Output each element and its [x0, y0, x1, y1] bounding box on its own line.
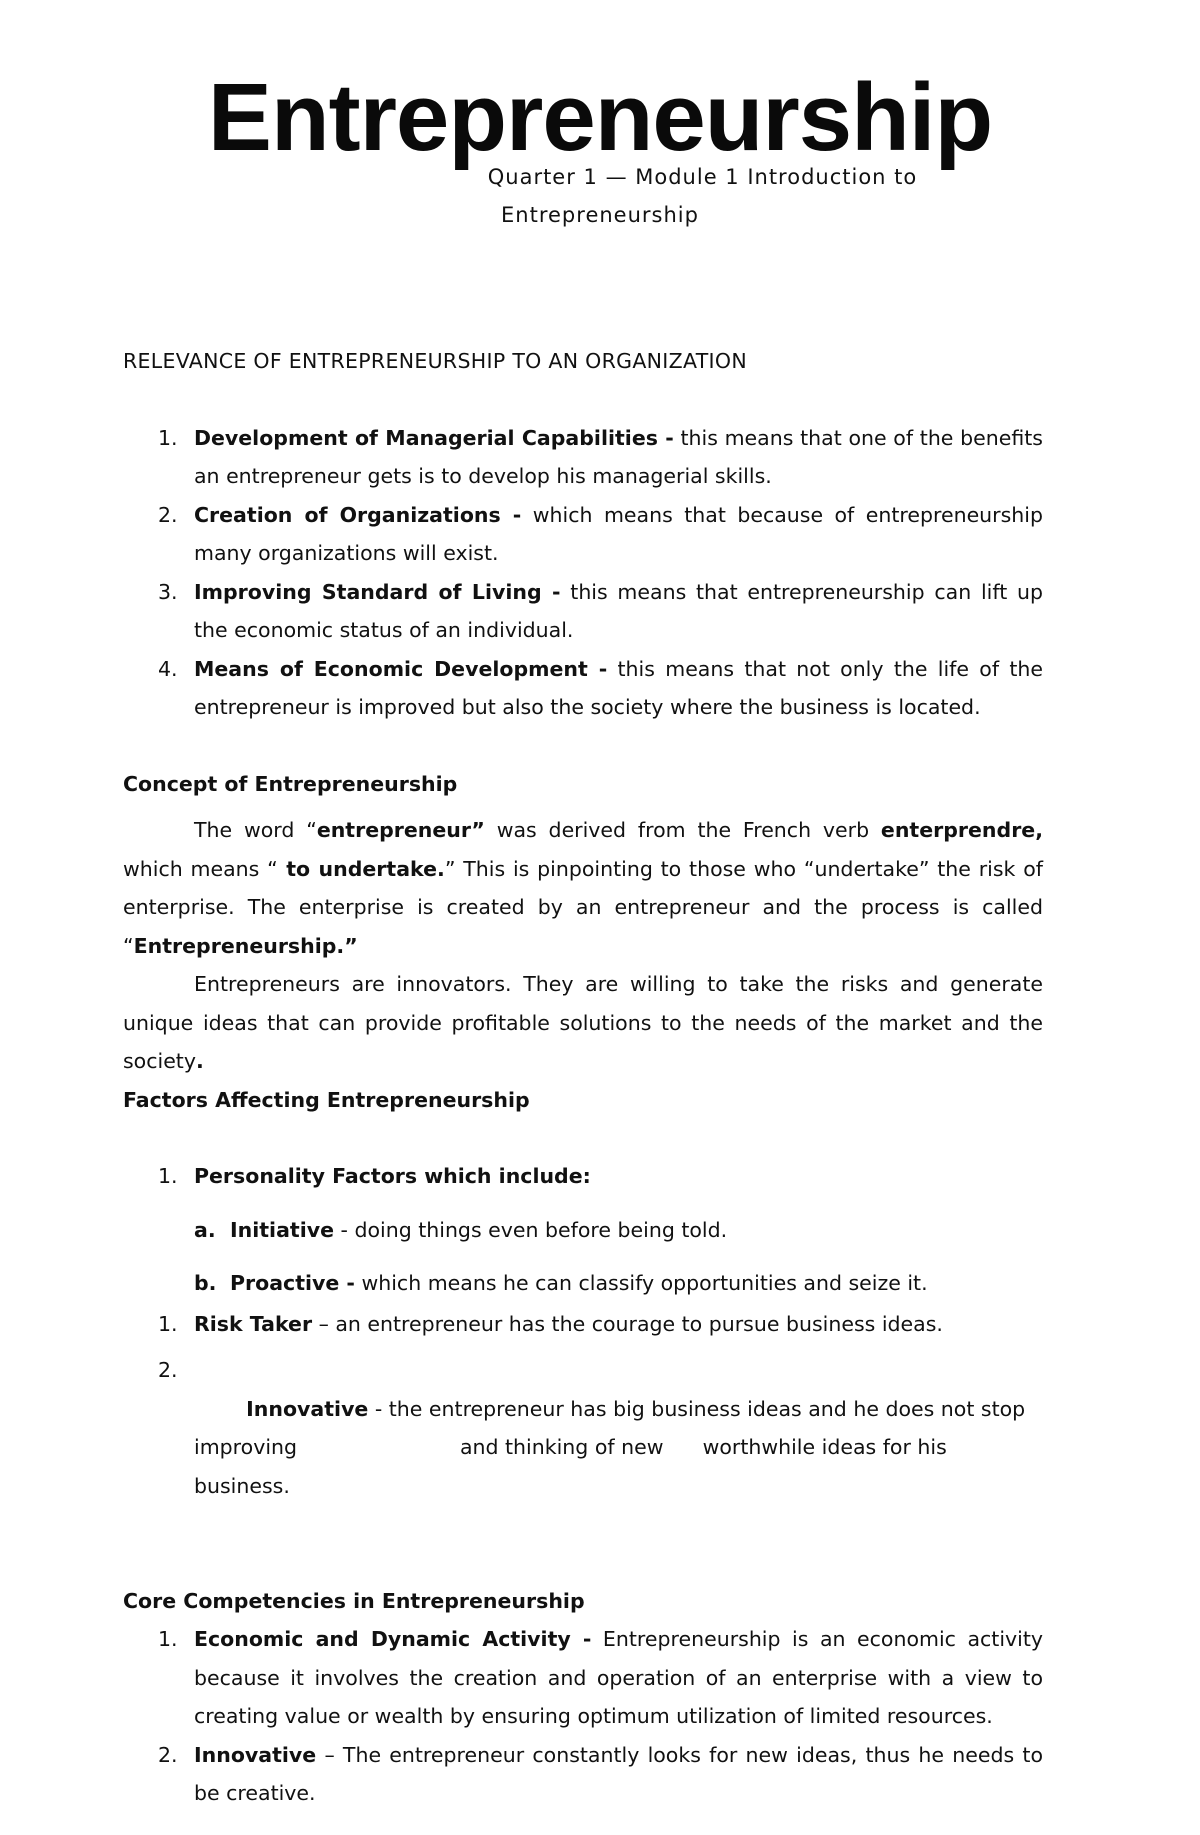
text-run: Entrepreneurs are innovators. They are willing to take the risks and generate unique ideas that can provide profitable solutions to the needs of the market and the society — [123, 972, 1043, 1073]
bold-run: enterprendre, — [880, 818, 1043, 842]
relevance-list — [123, 419, 1043, 727]
list-item — [123, 1305, 1043, 1344]
subtitle-line-2: Entrepreneurship — [501, 203, 699, 227]
list-text: - the entrepreneur has big business ideas and he does not stop improving and thinking of new worthwhile ideas for his business. — [194, 1396, 1032, 1498]
list-item — [123, 1157, 1043, 1196]
list-text: – The entrepreneur constantly looks for new ideas, thus he needs to be creative. — [194, 1742, 1043, 1805]
list-number: 3. — [158, 579, 178, 604]
list-item — [123, 1736, 1043, 1813]
list-text: Entrepreneurship is an economic activity because it involves the creation and operation of an enterprise with a view to creating value or wealth by ensuring optimum utilization of limited resources. — [194, 1627, 1044, 1728]
list-text: this means that entrepreneurship can lift up the economic status of an individual. — [194, 579, 1043, 642]
factors-list-2 — [123, 1305, 1043, 1544]
text-run: was derived from the French verb — [484, 818, 881, 842]
list-term: Personality Factors which include: — [194, 1164, 591, 1188]
sub-letter: a. — [194, 1217, 216, 1242]
core-heading: Core Competencies in Entrepreneurship — [123, 1588, 585, 1613]
factors-list — [123, 1157, 1043, 1196]
list-term: Means of Economic Development - — [194, 656, 608, 681]
bold-run: . — [195, 1049, 204, 1073]
list-item — [123, 573, 1043, 650]
list-item — [123, 496, 1043, 573]
list-term: Risk Taker — [194, 1311, 313, 1336]
list-number: 4. — [158, 656, 178, 681]
factors-heading: Factors Affecting Entrepreneurship — [123, 1087, 530, 1112]
sub-text: which means he can classify opportunities and seize it. — [354, 1271, 928, 1295]
bold-run: entrepreneur” — [316, 818, 485, 842]
document-body — [123, 342, 1043, 1813]
list-term: Economic and Dynamic Activity - — [194, 1627, 592, 1651]
list-number: 1. — [158, 1311, 178, 1336]
concept-paragraph-2 — [123, 965, 1043, 1081]
sub-text: - doing things even before being told. — [334, 1217, 728, 1242]
sub-term: Proactive - — [230, 1271, 355, 1295]
sub-list-item — [123, 1264, 1043, 1303]
list-number: 1. — [158, 1164, 178, 1188]
list-term: Creation of Organizations - — [194, 502, 522, 527]
core-list — [123, 1620, 1043, 1813]
list-term: Innovative — [194, 1742, 317, 1767]
list-number: 2. — [158, 502, 178, 527]
list-term: Development of Managerial Capabilities - — [194, 425, 674, 450]
list-item — [123, 419, 1043, 496]
relevance-heading: RELEVANCE OF ENTREPRENEURSHIP TO AN ORGANIZATION — [123, 349, 747, 373]
list-text: – an entrepreneur has the courage to pursue business ideas. — [312, 1311, 943, 1336]
concept-heading: Concept of Entrepreneurship — [123, 771, 458, 796]
sub-term: Initiative — [230, 1217, 335, 1242]
sub-letter: b. — [194, 1271, 217, 1295]
list-term: Innovative — [246, 1396, 369, 1421]
list-item — [123, 1351, 1043, 1544]
subtitle-line-1: Quarter 1 — Module 1 Introduction to — [487, 165, 918, 189]
list-text: this means that one of the benefits an entrepreneur gets is to develop his managerial skills. — [194, 425, 1043, 488]
list-number: 2. — [158, 1358, 178, 1382]
concept-paragraph-1 — [123, 811, 1043, 965]
text-run: The word “ — [194, 818, 317, 842]
sub-list-item — [123, 1211, 1043, 1250]
document-subtitle — [0, 158, 1200, 234]
text-run: ” This is pinpointing to those who “undertake” the risk of enterprise. The enterprise is created by an entrepreneur and the process is called “ — [123, 856, 1043, 958]
bold-run: Entrepreneurship.” — [133, 933, 358, 958]
list-term: Improving Standard of Living - — [194, 579, 561, 604]
text-run: which means “ — [123, 856, 278, 881]
document-title: Entrepreneurship — [207, 64, 993, 171]
list-text: this means that not only the life of the entrepreneur is improved but also the society where the business is located. — [194, 656, 1043, 719]
bold-run: to undertake. — [277, 856, 445, 881]
list-number: 2. — [158, 1742, 178, 1767]
list-item — [123, 650, 1043, 727]
list-item — [123, 1620, 1043, 1736]
list-number: 1. — [158, 425, 178, 450]
list-text: which means that because of entrepreneurship many organizations will exist. — [194, 502, 1043, 565]
list-number: 1. — [158, 1627, 178, 1651]
